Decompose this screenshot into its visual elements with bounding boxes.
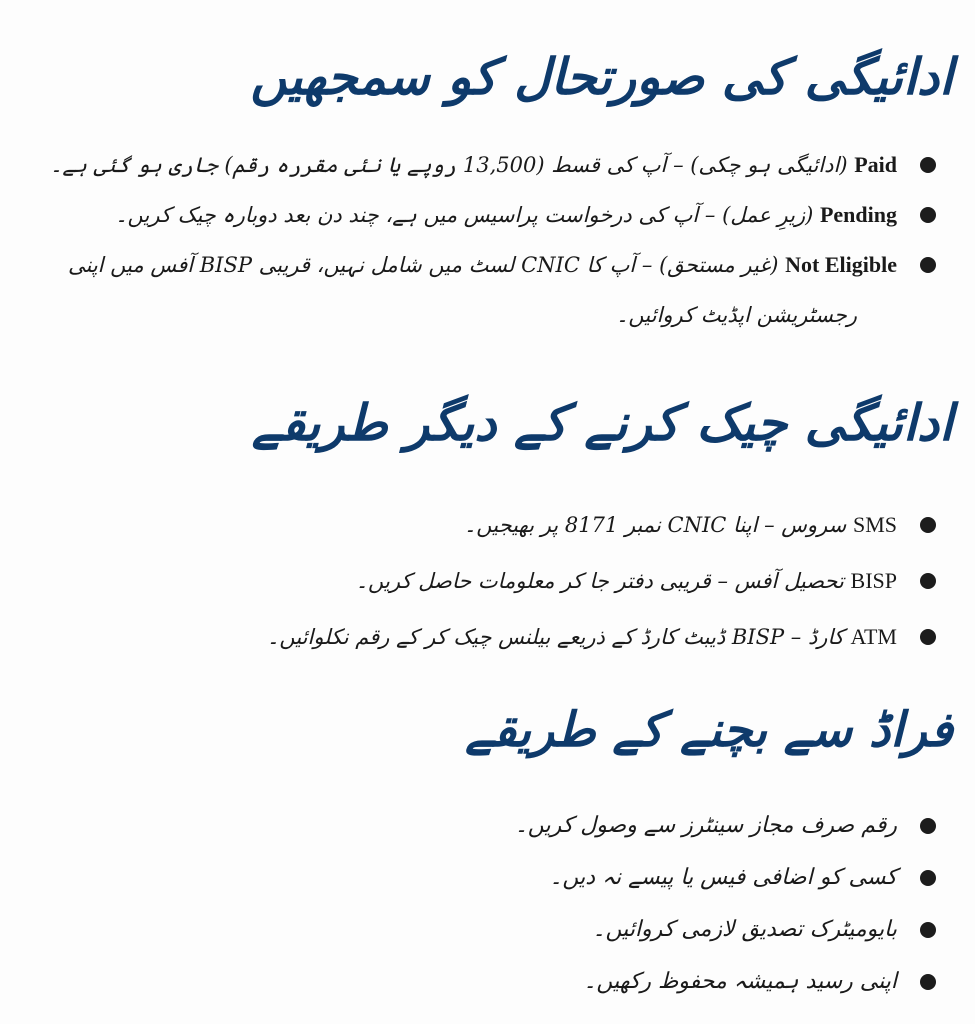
bullet-icon: [920, 157, 936, 173]
bullet-icon: [920, 870, 936, 886]
section-heading-other-methods: ادائیگی چیک کرنے کے دیگر طریقے: [251, 393, 953, 452]
list-item-text: کارڈ – BISP ڈیبٹ کارڈ کے ذریعے بیلنس چیک کر کے رقم نکلوائیں۔: [267, 625, 844, 649]
other-methods-list: [267, 497, 975, 665]
list-item-text: بایومیٹرک تصدیق لازمی کروائیں۔: [592, 917, 897, 942]
bullet-icon: [920, 974, 936, 990]
list-item-text: تحصیل آفس – قریبی دفتر جا کر معلومات حاصل کریں۔: [355, 569, 844, 593]
section-heading-payment-status: ادائیگی کی صورتحال کو سمجھیں: [250, 47, 953, 106]
list-item-atm: [267, 609, 975, 665]
list-item-authorized-centers: [515, 800, 975, 852]
list-item-text: کسی کو اضافی فیس یا پیسے نہ دیں۔: [549, 865, 897, 890]
list-item-text: رقم صرف مجاز سینٹرز سے وصول کریں۔: [514, 813, 897, 838]
list-item-text: (زیرِ عمل) – آپ کی درخواست پراسیس میں ہے، چند دن بعد دوبارہ چیک کریں۔: [115, 203, 814, 227]
list-item-text: سروس – اپنا CNIC نمبر 8171 پر بھیجیں۔: [464, 513, 847, 537]
list-item-pending: [50, 190, 975, 240]
status-label-pending: Pending: [819, 202, 897, 227]
method-label-bisp: BISP: [850, 568, 897, 593]
section-heading-fraud-prevention: فراڈ سے بچنے کے طریقے: [465, 702, 953, 758]
method-label-atm: ATM: [850, 624, 897, 649]
list-item-biometric: [515, 904, 975, 956]
list-item-bisp-office: [267, 553, 975, 609]
list-item-keep-receipt: [515, 956, 975, 1008]
list-item-not-eligible: [50, 240, 975, 340]
bullet-icon: [920, 517, 936, 533]
list-item-continuation: رجسٹریشن اپڈیٹ کروائیں۔: [616, 303, 857, 327]
list-item-no-extra-fee: [515, 852, 975, 904]
list-item-text: (غیر مستحق) – آپ کا CNIC لسٹ میں شامل نہیں، قریبی BISP آفس میں اپنی: [67, 253, 779, 277]
method-label-sms: SMS: [852, 512, 897, 537]
bullet-icon: [920, 629, 936, 645]
list-item-text: (ادائیگی ہو چکی) – آپ کی قسط (13,500 روپے یا نئی مقررہ رقم) جاری ہو گئی ہے۔: [50, 153, 848, 177]
list-item-paid: [50, 140, 975, 190]
bullet-icon: [920, 257, 936, 273]
bullet-icon: [920, 207, 936, 223]
bullet-icon: [920, 573, 936, 589]
payment-status-list: [50, 140, 975, 340]
fraud-prevention-list: [515, 800, 975, 1008]
bullet-icon: [920, 922, 936, 938]
status-label-not-eligible: Not Eligible: [785, 252, 897, 277]
list-item-sms: [267, 497, 975, 553]
status-label-paid: Paid: [854, 152, 897, 177]
bullet-icon: [920, 818, 936, 834]
list-item-text: اپنی رسید ہمیشہ محفوظ رکھیں۔: [583, 969, 897, 994]
